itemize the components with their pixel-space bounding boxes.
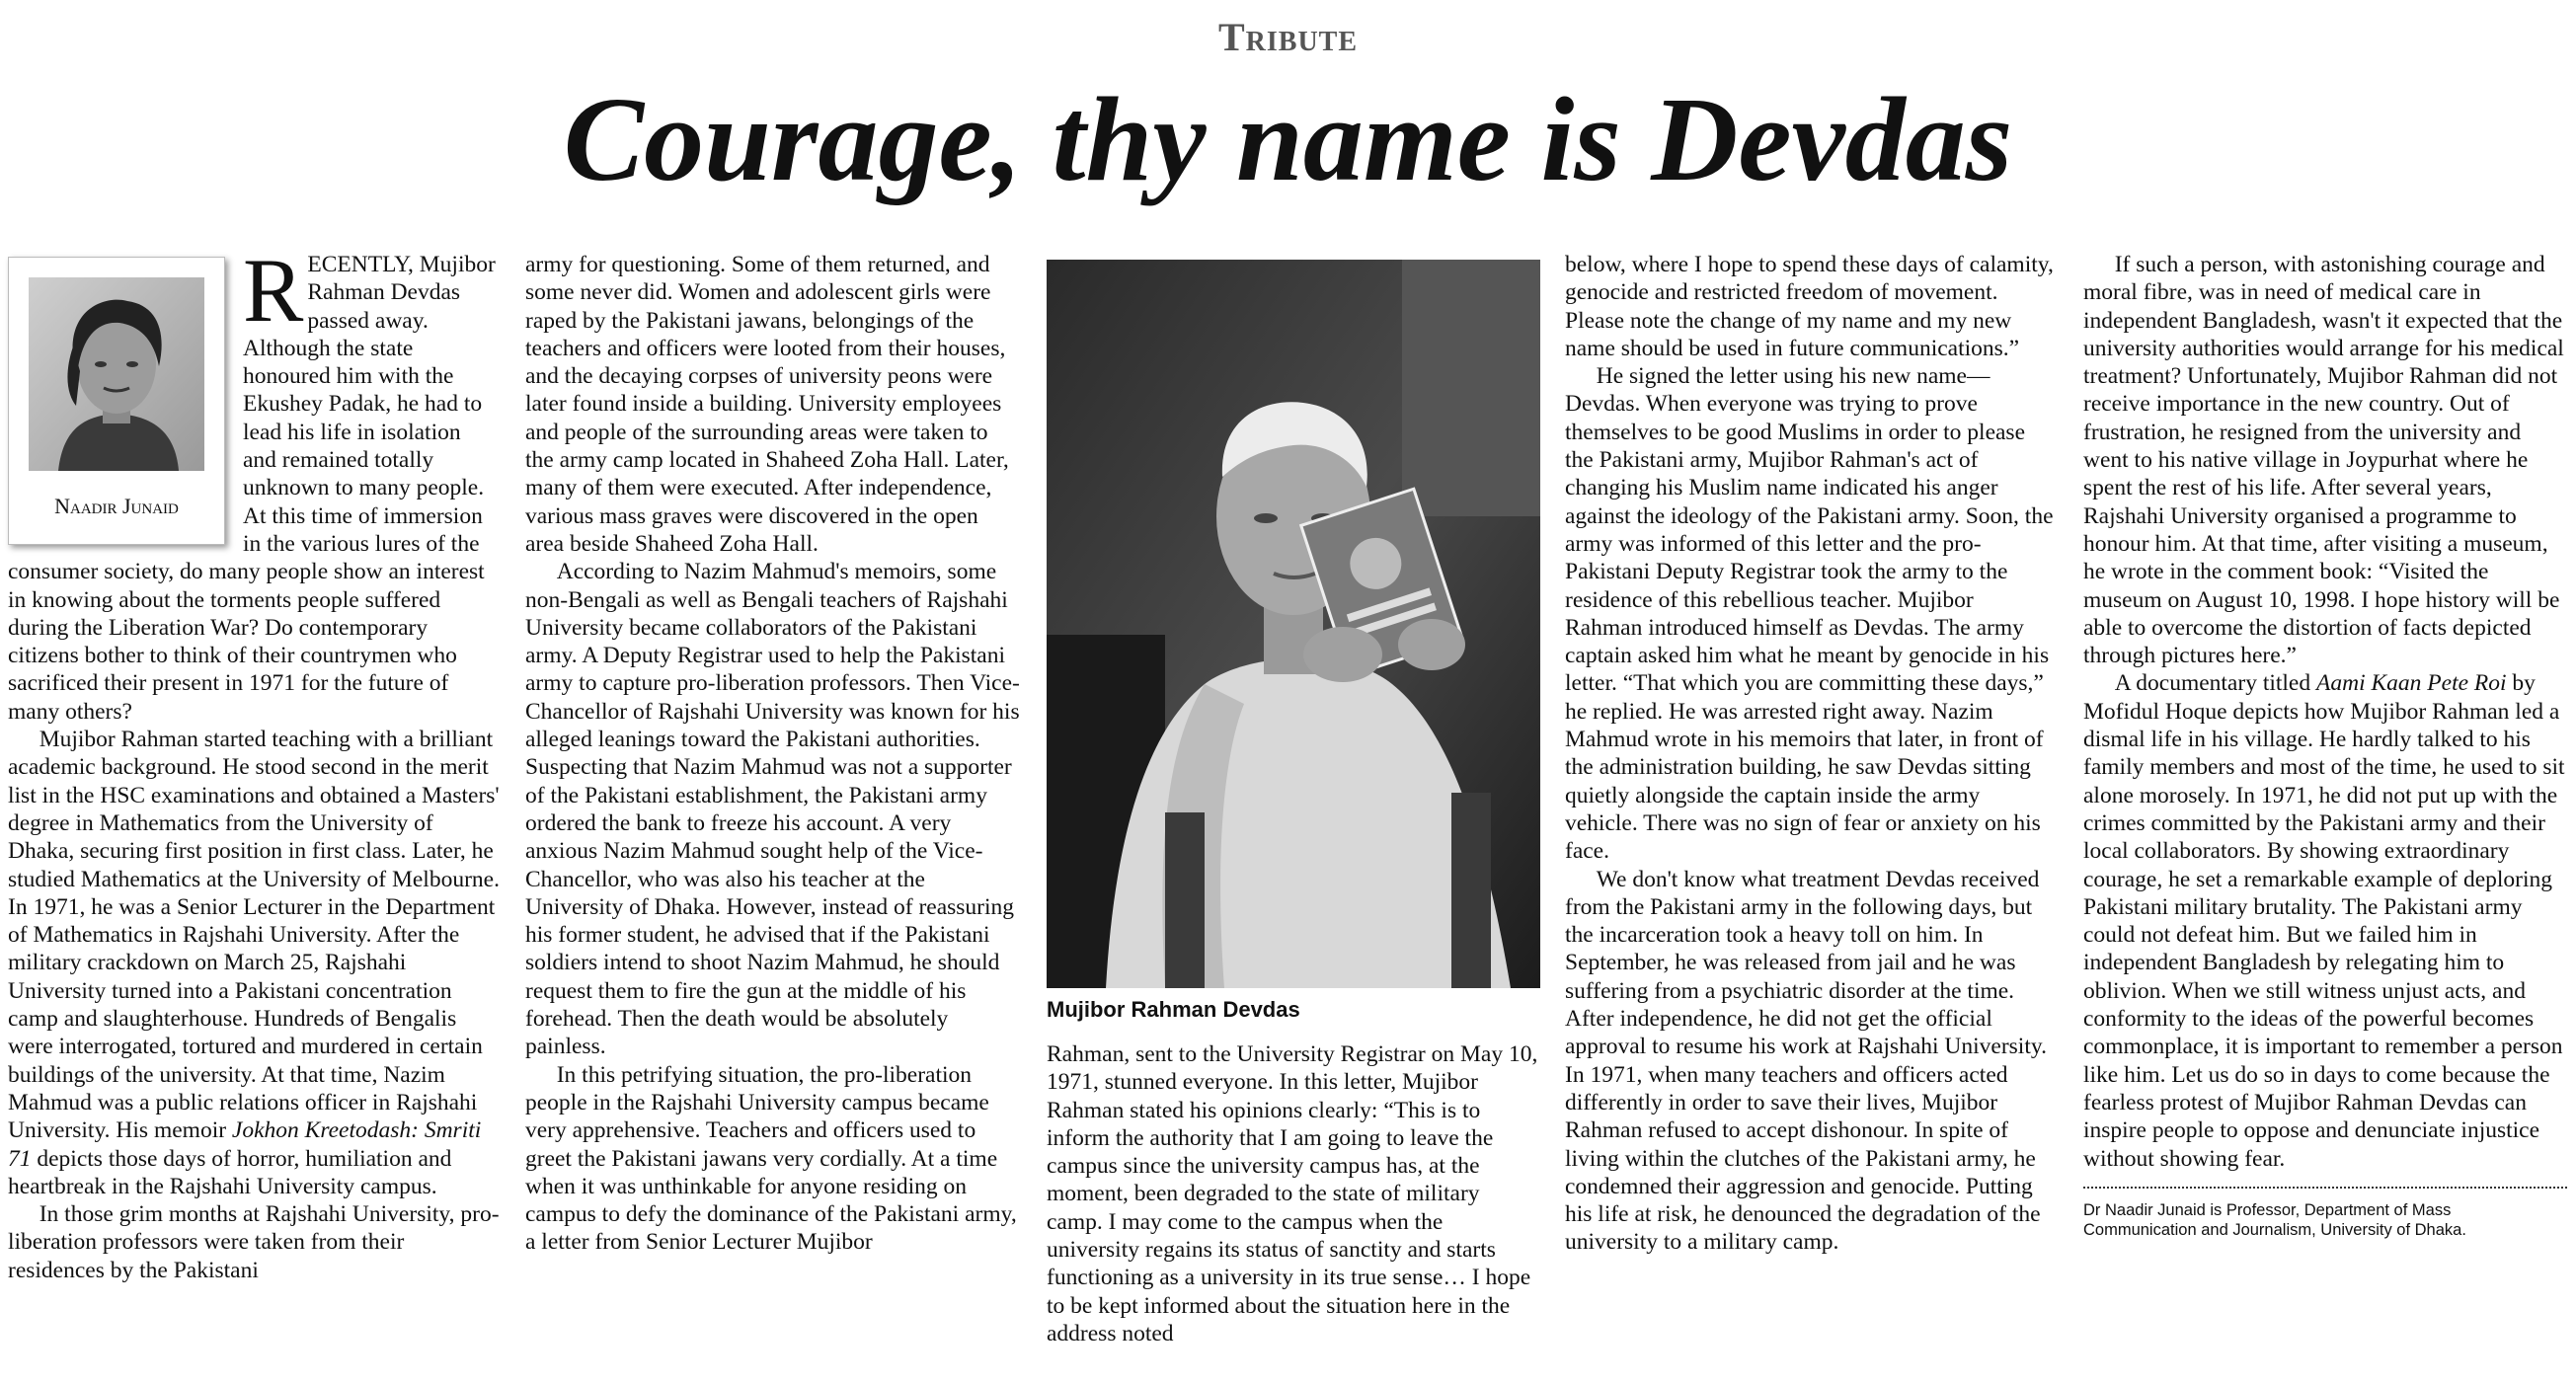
paragraph: In those grim months at Rajshahi University, pro-liberation professors were taken from their residences by the Pakistani — [8, 1201, 500, 1283]
paragraph-text: by Mofidul Hoque depicts how Mujibor Rahman led a dismal life in his village. He hardly talked to his family members and most of the time, he used to sit alone morosely. In 1971, he did not put up with the crimes committed by the Pakistani army and their local collaborators. By showing extraordinary courage, he set a remarkable example of deploring Pakistani military brutality. The Pakistani army could not defeat him. But we failed him in independent Bangladesh by relegating him to oblivion. When we still witness unjust acts, and conformity to the ideas of the powerful becomes commonplace, it is important to remember a person like him. Let us do so in days to come because the fearless protest of Mujibor Rahman Devdas can inspire people to oppose and denunciate injustice without showing fear. — [2083, 670, 2565, 1172]
photo-caption: Mujibor Rahman Devdas — [1047, 997, 1300, 1022]
paragraph: According to Nazim Mahmud's memoirs, some non-Bengali as well as Bengali teachers of Rajshahi University became collaborators of the Pakistani army. A Deputy Registrar used to help the Pakistani army to capture pro-liberation professors. Then Vice-Chancellor of Rajshahi University was known for his alleged leanings toward the Pakistani authorities. Suspecting that Nazim Mahmud was not a supporter of the Pakistani establishment, the Pakistani army ordered the bank to freeze his account. A very anxious Nazim Mahmud sought help of the Vice-Chancellor, who was also his teacher at the University of Dhaka. However, instead of reassuring his former student, he advised that if the Pakistani soldiers intend to shoot Nazim Mahmud, he should request them to fire the gun at the middle of his forehead. Then the death would be absolutely painless. — [525, 559, 1020, 1060]
author-tagline: Dr Naadir Junaid is Professor, Department of Mass Communication and Journalism, University of Dhaka. — [2083, 1200, 2466, 1239]
paragraph-text: depicts those days of horror, humiliation and heartbreak in the Rajshahi University campus. — [8, 1145, 452, 1199]
paragraph: If such a person, with astonishing courage and moral fibre, was in need of medical care in independent Bangladesh, wasn't it expected that the university authorities would arrange for his medical treatment? Unfortunately, Mujibor Rahman did not receive importance in the new country. Out of frustration, he resigned from the university and went to his native village in Joypurhat where he spent the rest of his life. After several years, Rajshahi University organised a programme to honour him. At that time, after visiting a museum, he wrote in the comment book: “Visited the museum on August 10, 1998. I hope history will be able to overcome the distortion of facts depicted through pictures here.” — [2083, 252, 2564, 669]
lead-word: ECENTLY, — [307, 252, 414, 277]
article-column-3 — [1047, 1040, 1540, 1347]
author-name: Naadir Junaid — [54, 494, 179, 518]
article-column-1 — [8, 240, 500, 1284]
article-headline: Courage, thy name is Devdas — [563, 73, 2013, 206]
documentary-title: Aami Kaan Pete Roi — [2316, 670, 2507, 697]
article-column-2 — [525, 251, 1021, 1257]
paragraph-text: Mujibor Rahman Devdas passed away. Although the state honoured him with the Ekushey Padak, he had to lead his life in isolation and remained totally unknown to many people. At this time of immersion in the various lures of the consumer society, do many people show an interest in knowing about the torments people suffered during the Liberation War? Do contemporary citizens bother to think of their countrymen who sacrificed their present in 1971 for the future of many others? — [8, 252, 496, 725]
paragraph: Rahman, sent to the University Registrar on May 10, 1971, stunned everyone. In this letter, Mujibor Rahman stated his opinions clearly: “This is to inform the authority that I am going to leave the campus since the university campus has, at the moment, been degraded to the state of military camp. I may come to the campus when the university regains its status of sanctity and starts functioning as a university in its true sense… I hope to be kept informed about the situation here in the address noted — [1047, 1041, 1538, 1346]
paragraph-text: A documentary titled — [2114, 670, 2311, 697]
paragraph-text: Mujibor Rahman started teaching with a brilliant academic background. He stood second in the merit list in the HSC examinations and obtained a Masters' degree in Mathematics from the University of Dhaka, securing first position in first class. Later, he studied Mathematics at the University of Melbourne. In 1971, he was a Senior Lecturer in the Department of Mathematics in Rajshahi University. After the military crackdown on March 25, Rajshahi University turned into a Pakistani concentration camp and slaughterhouse. Hundreds of Bengalis were interrogated, tortured and murdered in certain buildings of the university. At that time, Nazim Mahmud was a public relations officer in Rajshahi University. His memoir — [8, 727, 500, 1144]
memoir-title: Jokhon Kreetodash: Smriti 71 — [8, 1117, 482, 1172]
paragraph: below, where I hope to spend these days of calamity, genocide and restricted freedom of movement. Please note the change of my name and my new name should be used in future communications.” — [1565, 252, 2054, 361]
paragraph: In this petrifying situation, the pro-liberation people in the Rajshahi University campus became very apprehensive. Teachers and officers used to greet the Pakistani jawans very cordially. At a time when it was unthinkable for anyone residing on campus to defy the dominance of the Pakistani army, a letter from Senior Lecturer Mujibor — [525, 1061, 1017, 1256]
paragraph: He signed the letter using his new name—Devdas. When everyone was trying to prove themselves to be good Muslims in order to please the Pakistani army, Mujibor Rahman's act of changing his Muslim name indicated his anger against the ideology of the Pakistani army. Soon, the army was informed of this letter and the pro-Pakistani Deputy Registrar took the army to the residence of this rebellious teacher. Mujibor Rahman introduced himself as Devdas. The army captain asked him what he meant by genocide in his letter. “That which you are committing these days,” he replied. He was arrested right away. Nazim Mahmud wrote in his memoirs that later, in front of the administration building, he saw Devdas sitting quietly alongside the captain inside the army vehicle. There was no sign of fear or anxiety on his face. — [1565, 363, 2054, 865]
paragraph — [8, 726, 500, 1200]
article-column-5 — [2083, 251, 2567, 1240]
paragraph: army for questioning. Some of them returned, and some never did. Women and adolescent girls were raped by the Pakistani jawans, belongings of the teachers and officers were looted from their houses, and the decaying corpses of university peons were later found inside a building. University employees and people of the surrounding areas were taken to the army camp located in Shaheed Zoha Hall. Later, many of them were executed. After independence, various mass graves were discovered in the open area beside Shaheed Zoha Hall. — [525, 252, 1009, 557]
author-portrait-icon — [29, 277, 204, 471]
paragraph — [2083, 669, 2567, 1172]
man-reading-book-photo-icon — [1047, 260, 1540, 988]
dotted-divider — [2083, 1187, 2567, 1189]
section-label: Tribute — [1217, 15, 1359, 59]
drop-cap: R — [243, 240, 304, 341]
paragraph: We don't know what treatment Devdas received from the Pakistani army in the following days, but the incarceration took a heavy toll on him. In September, he was released from jail and he was suffering from a psychiatric disorder at the time. After independence, he did not get the official approval to resume his work at Rajshahi University. In 1971, when many teachers and officers acted differently in order to save their lives, Mujibor Rahman refused to accept dishonour. In spite of living within the clutches of the Pakistani army, he condemned their aggression and genocide. Putting his life at risk, he denounced the degradation of the university to a military camp. — [1565, 866, 2047, 1256]
article-column-4 — [1565, 251, 2056, 1257]
author-box — [8, 257, 225, 545]
